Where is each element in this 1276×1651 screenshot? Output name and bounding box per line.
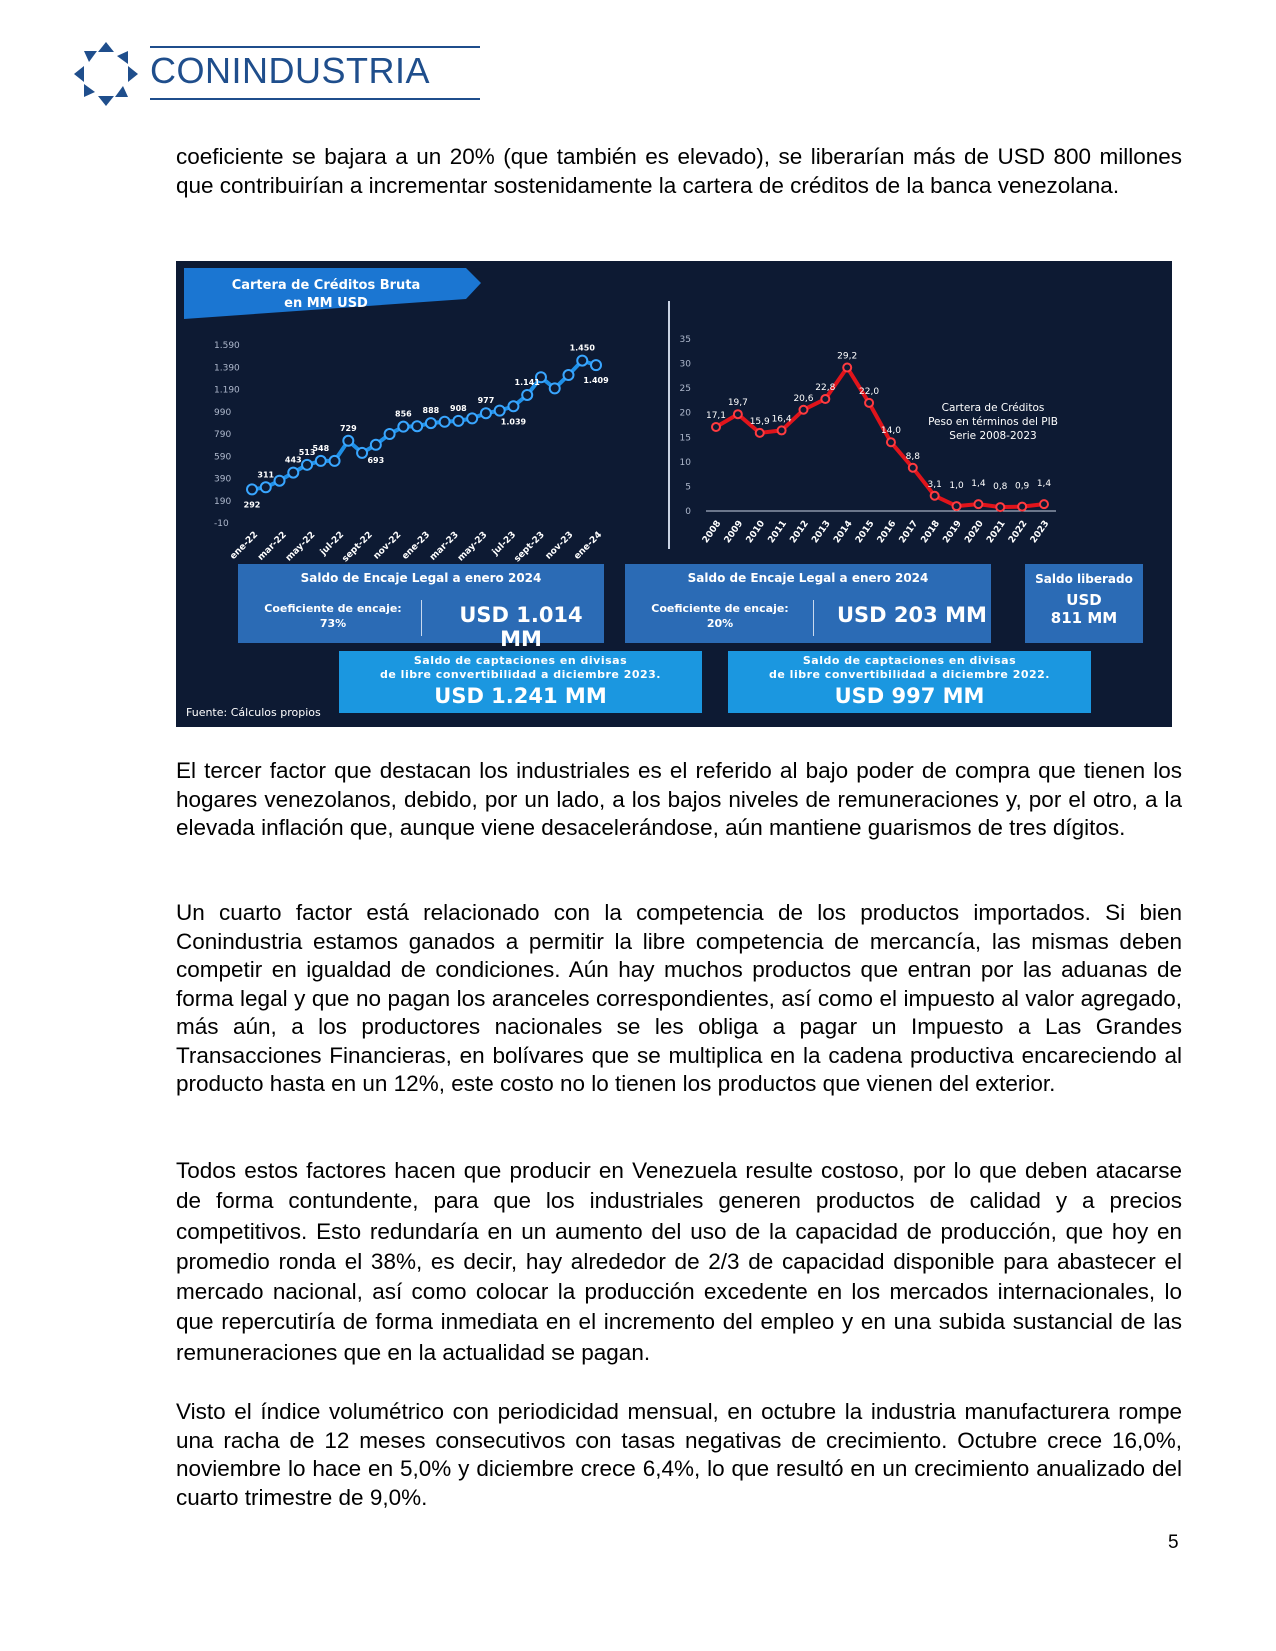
chart2-xtick: 2009 — [722, 518, 746, 546]
chart2-point — [865, 399, 873, 407]
captaciones-2023-line1: Saldo de captaciones en divisas — [413, 654, 628, 667]
chart1-data-label: 1.039 — [500, 417, 527, 427]
chart1-xtick: may-23 — [455, 530, 490, 564]
chart2-point — [712, 423, 720, 431]
chart1-xtick: ene-23 — [400, 530, 433, 562]
chart2-title-line: Serie 2008-2023 — [949, 430, 1037, 442]
encaje-20-coef — [635, 601, 805, 631]
chart2-point — [996, 503, 1004, 511]
chart1-ytick: 1.590 — [214, 341, 240, 351]
chart2-data-label: 1,4 — [1036, 479, 1052, 490]
chart1-point — [316, 456, 326, 466]
chart1-ytick: 190 — [214, 496, 232, 507]
chart2-data-label: 22,0 — [859, 386, 880, 397]
chart1-point — [288, 468, 298, 478]
chart2-ytick: 0 — [685, 507, 691, 517]
conindustria-logo — [70, 38, 431, 110]
chart2-xtick: 2014 — [832, 518, 855, 546]
encaje-20-separator — [813, 600, 814, 636]
chart1-xtick: jul-23 — [490, 530, 519, 558]
encaje-73-box — [238, 564, 604, 651]
chart2-xtick: 2011 — [766, 518, 790, 546]
chart1-point — [357, 448, 367, 458]
encaje-73-coef — [248, 601, 418, 631]
chart2-xtick: 2021 — [985, 518, 1008, 546]
chart2-xtick: 2016 — [875, 518, 899, 546]
encaje-73-amount: USD 1.014 MM — [459, 603, 583, 651]
chart2-point — [953, 502, 961, 510]
chart1-data-label: 443 — [284, 455, 302, 465]
chart1-xtick: sept-22 — [340, 530, 375, 565]
chart2-xtick: 2010 — [744, 518, 768, 546]
chart1-xtick: mar-22 — [256, 530, 289, 563]
chart1-point — [522, 390, 532, 400]
chart1-point — [385, 429, 395, 439]
encaje-20-box — [625, 564, 991, 643]
chart1-title-line2: en MM USD — [284, 296, 368, 311]
chart2-point — [931, 492, 939, 500]
chart2-xtick: 2022 — [1007, 518, 1030, 546]
chart2-data-label: 3,1 — [927, 479, 942, 490]
chart2-xtick: 2019 — [941, 518, 964, 546]
chart2-data-label: 20,6 — [793, 393, 814, 404]
chart2-ytick: 20 — [679, 408, 691, 419]
chart1-ytick: 1.390 — [214, 363, 240, 374]
chart1-point — [302, 460, 312, 470]
chart2-ytick: 5 — [685, 482, 691, 493]
encaje-73-separator — [421, 600, 422, 636]
captaciones-2023-line2: de libre convertibilidad a diciembre 2023. — [380, 668, 661, 681]
captaciones-2023-box — [339, 651, 702, 713]
chart2-data-label: 22,8 — [815, 382, 836, 393]
encaje-73-header: Saldo de Encaje Legal a enero 2024 — [300, 571, 542, 585]
encaje-20-coef-value: 20% — [706, 617, 734, 630]
chart2-data-label: 1,0 — [949, 481, 964, 492]
saldo-liberado-currency: USD — [1066, 591, 1102, 609]
chart1-data-label: 1.450 — [569, 343, 595, 353]
chart1-data-label: 1.409 — [583, 376, 609, 386]
logo-wordmark: CONINDUSTRIA — [150, 50, 431, 91]
encaje-73-coef-label: Coeficiente de encaje: — [264, 602, 402, 615]
chart1-point — [481, 408, 491, 418]
chart2-title-line: Peso en términos del PIB — [928, 416, 1058, 428]
chart1-ytick: 390 — [214, 474, 232, 485]
chart2-point — [756, 429, 764, 437]
chart1-point — [426, 418, 436, 428]
chart2-xtick: 2012 — [788, 518, 811, 546]
chart2-point — [1040, 500, 1048, 508]
chart2-xtick: 2023 — [1028, 518, 1052, 546]
paragraph-4: Todos estos factores hacen que producir en Venezuela resulte costoso, por lo que deben atacarse de forma contundente, para que los industriales generen productos de calidad y a precios competitivos. Esto redundaría en un aumento del uso de la capacidad de producción, que hoy en promedio ronda el 38%, es decir, hay alrededor de 2/3 de capacidad disponible para abastecer el mercado nacional, así como colocar la producción excedente en los mercados internacionales, lo que repercutiría de forma inmediata en el incremento del empleo y en una subida sustancial de las remuneraciones que en la actualidad se pagan. — [176, 1158, 1182, 1365]
chart1-data-label: 292 — [243, 500, 261, 510]
chart1-xtick: mar-23 — [428, 530, 461, 563]
captaciones-2023-amount: USD 1.241 MM — [434, 684, 607, 708]
chart2-point — [778, 426, 786, 434]
chart2-data-label: 16,4 — [771, 414, 792, 425]
chart2-data-label: 29,2 — [837, 351, 858, 362]
chart1-point — [247, 484, 257, 494]
chart2-point — [887, 438, 895, 446]
chart1-xtick: jul-22 — [318, 530, 347, 558]
chart1-ytick: 590 — [214, 452, 232, 463]
chart1-data-label: 1.141 — [514, 377, 540, 387]
chart1-point — [261, 482, 271, 492]
chart2-point — [799, 406, 807, 414]
paragraph-5: Visto el índice volumétrico con periodicidad mensual, en octubre la industria manufacturera rompe una racha de 12 meses consecutivos con tasas negativas de crecimiento. Octubre crece 16,0%, noviembre lo hace en 5,0% y diciembre crece 6,4%, lo que resultó en un crecimiento anualizado del cuarto trimestre de 9,0%. — [176, 1399, 1182, 1510]
captaciones-2022-line1: Saldo de captaciones en divisas — [802, 654, 1017, 667]
chart1-xtick: may-22 — [283, 530, 318, 564]
chart1-point — [467, 413, 477, 423]
logo-top-rule — [150, 46, 480, 48]
chart1-data-label: 908 — [450, 403, 467, 413]
chart1-point — [495, 406, 505, 416]
encaje-20-header: Saldo de Encaje Legal a enero 2024 — [687, 571, 929, 585]
chart1-data-label: 977 — [477, 396, 495, 406]
chart2-ytick: 15 — [679, 433, 691, 444]
chart2-ytick: 35 — [679, 335, 691, 345]
chart2-ytick: 30 — [679, 359, 691, 370]
chart1-ytick: -10 — [214, 519, 229, 529]
chart2-xtick: 2013 — [810, 518, 833, 546]
chart2-point — [734, 410, 742, 418]
chart1-point — [563, 370, 573, 380]
chart2-xtick: 2008 — [700, 518, 724, 546]
chart2-data-label: 0,9 — [1014, 481, 1030, 492]
chart1-point — [550, 383, 560, 393]
chart1-point — [591, 360, 601, 370]
saldo-liberado-box — [1025, 564, 1143, 643]
paragraph-2: El tercer factor que destacan los industriales es el referido al bajo poder de compra que tienen los hogares venezolanos, debido, por un lado, a los bajos niveles de remuneraciones y, por el otro, a la elevada inflación que, aunque viene desacelerándose, aún mantiene guarismos de tres dígitos. — [176, 758, 1182, 840]
chart1-point — [275, 476, 285, 486]
chart2-data-label: 8,8 — [905, 451, 920, 462]
chart1-point — [398, 422, 408, 432]
chart1-data-label: 888 — [422, 406, 440, 416]
chart2-point — [843, 364, 851, 372]
chart2-point — [909, 464, 917, 472]
chart1-data-label: 693 — [367, 455, 385, 465]
chart2-data-label: 0,8 — [993, 482, 1008, 493]
chart1-ytick: 790 — [214, 430, 232, 440]
chart2-point — [1018, 503, 1026, 511]
chart2-title-line: Cartera de Créditos — [941, 402, 1045, 414]
chart2-data-label: 15,9 — [749, 416, 770, 427]
chart1-data-label: 856 — [395, 409, 412, 419]
chart1-point — [577, 356, 587, 366]
chart1-ytick: 990 — [214, 407, 232, 418]
page-number: 5 — [1168, 1532, 1179, 1553]
chart1-point — [343, 436, 353, 446]
chart2-point — [821, 395, 829, 403]
paragraph-1: coeficiente se bajara a un 20% (que también es elevado), se liberarían más de USD 800 millones que contribuirían a incrementar sostenidamente la cartera de créditos de la banca venezolana. — [176, 144, 1182, 198]
chart1-point — [453, 416, 463, 426]
chart1-xtick: sept-23 — [512, 530, 547, 565]
chart1-xtick: ene-22 — [228, 530, 261, 562]
chart1-ytick: 1.190 — [214, 385, 240, 396]
chart2-data-label: 17,1 — [705, 410, 727, 421]
logo-bottom-rule — [150, 98, 480, 100]
chart1-xtick: nov-23 — [543, 530, 576, 562]
saldo-liberado-amount: 811 MM — [1050, 609, 1118, 627]
captaciones-2022-box — [728, 651, 1091, 713]
paragraph-3: Un cuarto factor está relacionado con la competencia de los productos importados. Si bien Conindustria estamos ganados a permitir la libre competencia de mercancía, las mismas deben competir en igualdad de condiciones. Aún hay muchos productos que entran por las aduanas de forma legal y que no pagan los aranceles correspondientes, así como el impuesto al valor agregado, más aún, a los productores nacionales se les obliga a pagar un Impuesto a Las Grandes Transacciones Financieras, en bolívares que se multiplica en la cadena productiva encareciendo al producto hasta en un 12%, este costo no lo tienen los productos que vienen del exterior. — [176, 900, 1182, 1096]
chart1-data-label: 548 — [312, 443, 330, 453]
chart2-xtick: 2020 — [963, 518, 986, 546]
chart2-data-label: 1,4 — [971, 479, 986, 490]
chart2-ytick: 10 — [679, 457, 691, 468]
source-note: Fuente: Cálculos propios — [186, 706, 321, 719]
chart2-xtick: 2017 — [897, 518, 921, 546]
chart1-data-label: 311 — [257, 470, 275, 480]
encaje-73-coef-value: 73% — [319, 617, 347, 630]
chart2-xtick: 2015 — [853, 518, 877, 546]
chart1-point — [508, 401, 518, 411]
chart2-ytick: 25 — [679, 384, 691, 395]
saldo-liberado-label: Saldo liberado — [1035, 572, 1133, 586]
chart2-xtick: 2018 — [919, 518, 943, 546]
chart1-title-line1: Cartera de Créditos Bruta — [231, 278, 421, 293]
captaciones-2022-line2: de libre convertibilidad a diciembre 2022. — [769, 668, 1050, 681]
chart2-point — [974, 500, 982, 508]
encaje-20-coef-label: Coeficiente de encaje: — [651, 602, 789, 615]
chart1-xtick: ene-24 — [572, 530, 605, 562]
chart1-point — [412, 421, 422, 431]
encaje-20-amount: USD 203 MM — [837, 603, 987, 627]
chart1-point — [371, 440, 381, 450]
chart1-data-label: 729 — [339, 423, 357, 433]
chart1-point — [440, 417, 450, 427]
chart2-data-label: 19,7 — [727, 398, 748, 409]
captaciones-2022-amount: USD 997 MM — [834, 684, 985, 708]
chart1-xtick: nov-22 — [371, 530, 404, 562]
credit-infographic — [176, 261, 1172, 727]
chart1-title-banner — [184, 268, 481, 319]
chart2-data-label: 14,0 — [880, 426, 901, 437]
chart1-data-label: 513 — [298, 447, 316, 457]
chart1-point — [330, 456, 340, 466]
logo-mark-icon — [70, 38, 142, 110]
